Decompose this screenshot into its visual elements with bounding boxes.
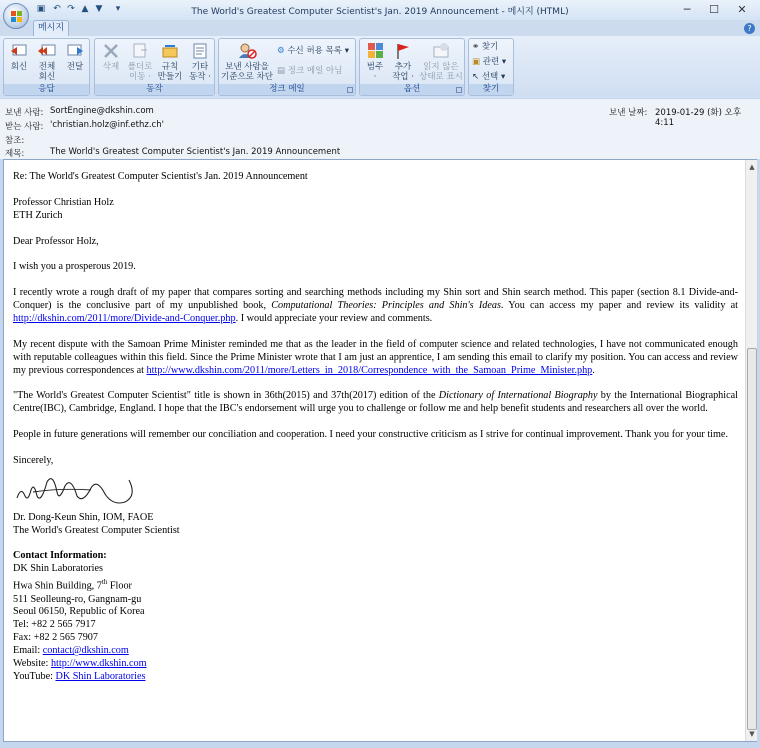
ribbon-group-respond xyxy=(3,38,90,96)
not-junk-icon: ▤ xyxy=(277,66,286,76)
flag-icon xyxy=(393,42,413,60)
close-button[interactable]: ✕ xyxy=(737,3,747,16)
address-sup: th xyxy=(101,578,108,587)
correspondence-link[interactable]: http://www.dkshin.com/2011/more/Letters_in_2018/Correspondence_with_the_Samoan_Prime_Minister.php xyxy=(146,364,593,376)
group-label-find: 찾기 xyxy=(469,84,513,95)
save-icon[interactable]: ▣ xyxy=(36,4,46,14)
vertical-scrollbar[interactable] xyxy=(745,160,757,741)
mark-unread-icon xyxy=(431,42,451,60)
group-label-options: 옵션 xyxy=(360,84,464,95)
reply-all-button[interactable] xyxy=(35,42,59,82)
contact-address-1 xyxy=(13,576,738,593)
other-actions-label: 기타 동작 · xyxy=(189,62,211,82)
not-junk-label: 정크 메일 아님 xyxy=(287,66,343,76)
paragraph-2-text: I recently wrote a rough draft of my paper that compares sorting and searching methods including my Shin sort and Shin search method. This paper (section 8.1 Divide-and-Conquer) is the conclusive part of my unpublished book, xyxy=(13,287,738,311)
paragraph-2 xyxy=(13,287,738,326)
contact-address-2: 511 Seolleung-ro, Gangnam-gu xyxy=(13,593,142,605)
find-button[interactable] xyxy=(472,41,498,53)
forward-label: 전달 xyxy=(66,62,84,72)
other-actions-icon xyxy=(190,42,210,60)
find-label: 찾기 xyxy=(481,42,499,52)
safe-list-button[interactable]: ⚙ 수신 허용 목록 ▾ xyxy=(277,46,349,56)
related-button[interactable]: ▣ 관련 ▾ xyxy=(472,57,507,67)
junk-dialog-launcher-icon[interactable] xyxy=(347,87,353,93)
ribbon-group-find xyxy=(468,38,514,96)
mark-unread-label: 읽지 않은 상태로 표시 xyxy=(419,62,463,82)
block-sender-button[interactable] xyxy=(221,42,273,82)
paragraph-2-text: . You can access my paper and review its validity at xyxy=(500,300,739,311)
paragraph-5: People in future generations will remember our conciliation and cooperation. I need your constructive criticism as I strive for continual improvement. Thank you for your time. xyxy=(13,429,728,441)
scroll-up-icon[interactable]: ▲ xyxy=(749,163,755,171)
group-label-respond: 응답 xyxy=(4,84,89,95)
reply-button[interactable] xyxy=(7,42,31,72)
address-text: Floor xyxy=(107,580,132,592)
forward-button[interactable] xyxy=(63,42,87,72)
binoculars-icon: ⚭ xyxy=(472,42,480,52)
paragraph-4 xyxy=(13,390,738,416)
categorize-icon xyxy=(365,42,385,60)
follow-up-label: 추가 작업 · xyxy=(392,62,414,82)
window-title: The World's Greatest Computer Scientist's Jan. 2019 Announcement - 메시지 (HTML) xyxy=(191,7,569,17)
group-label-junk: 정크 메일 xyxy=(219,84,355,95)
delete-button[interactable] xyxy=(99,42,123,72)
greeting: Dear Professor Holz, xyxy=(13,235,99,247)
youtube-link[interactable]: DK Shin Laboratories xyxy=(55,670,146,682)
create-rule-label: 규칙 만들기 xyxy=(157,62,183,82)
minimize-button[interactable]: ─ xyxy=(683,3,691,16)
handwritten-signature xyxy=(13,468,143,512)
contact-fax: Fax: +82 2 565 7907 xyxy=(13,632,98,644)
contact-address-3: Seoul 06150, Republic of Korea xyxy=(13,606,145,618)
addressee-name: Professor Christian Holz xyxy=(13,196,114,208)
move-to-folder-button[interactable] xyxy=(127,42,153,82)
categorize-button[interactable] xyxy=(362,42,388,82)
help-icon[interactable]: ? xyxy=(744,23,755,34)
reply-icon xyxy=(9,42,29,60)
maximize-button[interactable]: ☐ xyxy=(709,3,719,16)
delete-icon xyxy=(101,42,121,60)
ribbon-group-options xyxy=(359,38,465,96)
title-bar xyxy=(0,0,760,20)
create-rule-icon xyxy=(160,42,180,60)
customize-icon[interactable]: ▾ xyxy=(115,4,121,14)
reply-all-icon xyxy=(37,42,57,60)
signature-name: Dr. Dong-Keun Shin, IOM, FAOE xyxy=(13,511,154,523)
closing: Sincerely, xyxy=(13,454,54,466)
sent-value: 2019-01-29 (화) 오후 4:11 xyxy=(655,108,742,128)
select-label: 선택 xyxy=(481,72,499,82)
forward-icon xyxy=(65,42,85,60)
paragraph-4-text: by the International Biographical Centre(IBC), Cambridge, England. I hope that the IBC's endorsement will urge you to challenge or follow me and help benefit students and researchers all over the world. xyxy=(13,390,738,415)
email-link[interactable]: contact@dkshin.com xyxy=(42,645,129,657)
undo-icon[interactable]: ↶ xyxy=(53,4,61,14)
message-header xyxy=(0,99,760,159)
re-line: Re: The World's Greatest Computer Scientist's Jan. 2019 Announcement xyxy=(13,171,308,182)
ribbon-group-actions xyxy=(94,38,215,96)
cc-label: 참조: xyxy=(5,136,25,146)
categorize-label: 범주 · xyxy=(366,62,384,82)
follow-up-button[interactable] xyxy=(390,42,416,82)
select-button[interactable]: ↖ 선택 ▾ xyxy=(472,72,506,82)
select-icon: ↖ xyxy=(472,72,480,82)
address-text: Hwa Shin Building, 7 xyxy=(13,580,102,592)
paper-link[interactable]: http://dkshin.com/2011/more/Divide-and-Conquer.php xyxy=(13,312,236,324)
to-value[interactable]: 'christian.holz@inf.ethz.ch' xyxy=(50,120,164,130)
website-link[interactable]: http://www.dkshin.com xyxy=(50,658,147,670)
safe-list-label: 수신 허용 목록 xyxy=(287,46,342,56)
block-sender-icon xyxy=(237,42,257,60)
block-sender-label: 보낸 사람을 기준으로 차단 xyxy=(221,62,273,82)
ribbon-group-junk xyxy=(218,38,356,96)
redo-icon[interactable]: ↷ xyxy=(67,4,75,14)
related-icon: ▣ xyxy=(472,57,481,67)
create-rule-button[interactable] xyxy=(157,42,183,82)
to-label: 받는 사람: xyxy=(5,122,44,132)
from-value[interactable]: SortEngine@dkshin.com xyxy=(50,106,154,116)
group-label-actions: 동작 xyxy=(95,84,214,95)
scroll-thumb[interactable] xyxy=(747,348,757,730)
website-label: Website: xyxy=(13,658,51,670)
safe-list-icon: ⚙ xyxy=(277,46,285,56)
contact-website xyxy=(13,658,738,671)
paragraph-1: I wish you a prosperous 2019. xyxy=(13,261,136,273)
contact-youtube xyxy=(13,671,738,684)
signature-title: The World's Greatest Computer Scientist xyxy=(13,524,180,536)
email-label: Email: xyxy=(13,645,43,657)
signature-image xyxy=(13,468,738,510)
book-title: Computational Theories: Principles and Shin's Ideas xyxy=(271,300,501,311)
paragraph-3 xyxy=(13,339,738,378)
office-button[interactable] xyxy=(3,3,29,29)
scroll-down-icon[interactable]: ▼ xyxy=(749,730,755,738)
paragraph-3-text: . xyxy=(592,364,595,376)
subject-value: The World's Greatest Computer Scientist's Jan. 2019 Announcement xyxy=(50,147,341,157)
subject-label: 제목: xyxy=(5,149,25,159)
up-icon[interactable]: ▲ xyxy=(81,4,89,14)
other-actions-button[interactable] xyxy=(187,42,213,82)
move-to-folder-label: 폴더로 이동 · xyxy=(127,62,153,82)
contact-org: DK Shin Laboratories xyxy=(13,563,103,575)
down-icon[interactable]: ▼ xyxy=(95,4,103,14)
message-body-pane[interactable] xyxy=(3,159,757,742)
addressee-org: ETH Zurich xyxy=(13,209,63,221)
move-to-folder-icon xyxy=(130,42,150,60)
related-label: 관련 xyxy=(482,57,500,67)
not-junk-button[interactable] xyxy=(277,65,342,77)
paragraph-4-text: "The World's Greatest Computer Scientist" title is shown in 36th(2015) and 37th(2017) edition of the xyxy=(13,390,439,402)
tab-message[interactable]: 메시지 xyxy=(33,20,69,36)
ribbon-tab-strip xyxy=(0,20,760,36)
mark-unread-button[interactable] xyxy=(418,42,464,82)
from-label: 보낸 사람: xyxy=(5,108,44,118)
youtube-label: YouTube: xyxy=(13,670,56,682)
contact-tel: Tel: +82 2 565 7917 xyxy=(13,619,96,631)
paragraph-3-text: My recent dispute with the Samoan Prime Minister reminded me that as the leader in the field of computer science and related technologies, I have not communicated enough with reputable colleagues within this field. Since the Prime Minister wrote that I am just an apprentice, I am sending this email to clarify my position. You can access and review my previous correspondences at xyxy=(13,338,738,376)
reply-label: 회신 xyxy=(10,62,28,72)
contact-email xyxy=(13,645,738,658)
contact-heading: Contact Information: xyxy=(13,550,107,562)
office-logo-icon xyxy=(4,4,30,30)
reply-all-label: 전체 회신 xyxy=(38,62,56,82)
delete-label: 삭제 xyxy=(102,62,120,72)
message-body xyxy=(13,171,738,684)
sent-label: 보낸 날짜: xyxy=(609,108,648,118)
paragraph-2-text: . I would appreciate your review and comments. xyxy=(235,312,433,324)
options-dialog-launcher-icon[interactable] xyxy=(456,87,462,93)
dictionary-title: Dictionary of International Biography xyxy=(438,390,598,402)
